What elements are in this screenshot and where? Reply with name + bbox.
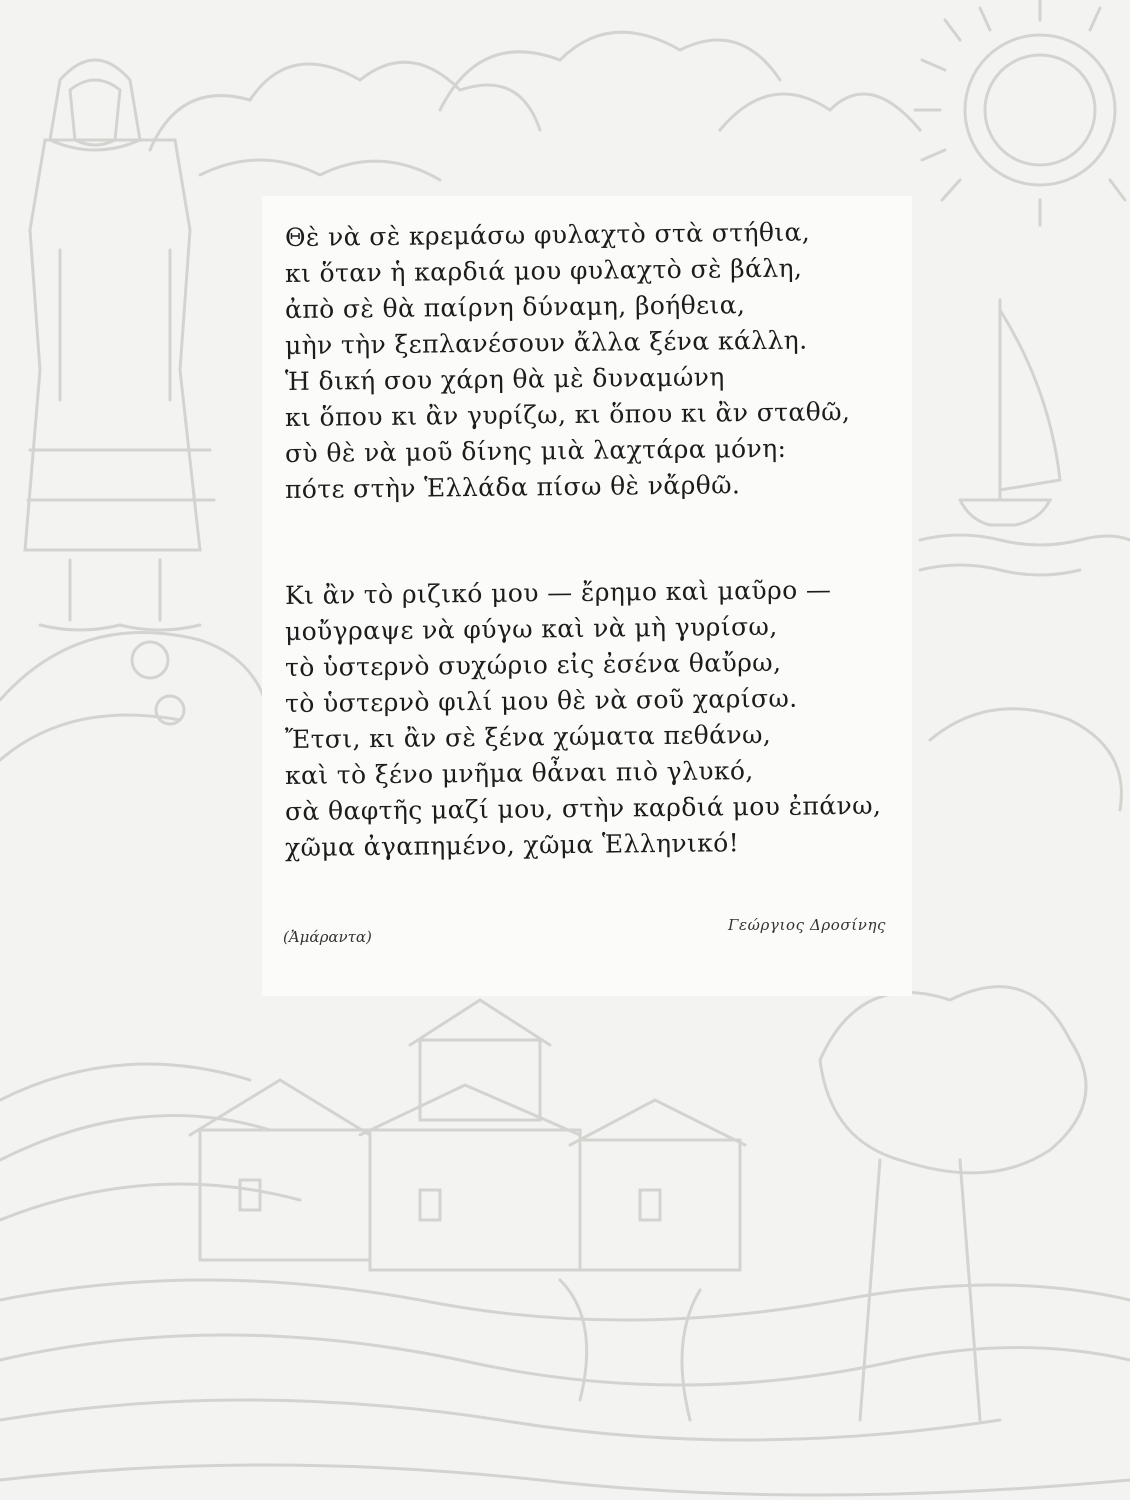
landscape-illustration [0, 1280, 1130, 1495]
sailboat-illustration [920, 300, 1130, 575]
poem-stanza-1 [284, 217, 925, 508]
poem-line: μὴν τὴν ξεπλανέσουν ἄλλα ξένα κάλλη. [284, 325, 808, 360]
poem-line: πότε στὴν Ἑλλάδα πίσω θὲ νἄρθῶ. [284, 470, 741, 504]
poem-line: τὸ ὑστερνὸ συχώριο εἰς ἐσένα θαὔρω, [284, 647, 782, 682]
poem-line: ἀπὸ σὲ θὰ παίρνη δύναμη, βοήθεια, [284, 290, 746, 324]
poem-line: μοὔγραψε νὰ φύγω καὶ νὰ μὴ γυρίσω, [284, 611, 778, 646]
poem-line: καὶ τὸ ξένο μνῆμα θἆναι πιὸ γλυκό, [284, 756, 754, 790]
poem-line: σὺ θὲ νὰ μοῦ δίνης μιὰ λαχτάρα μόνη: [284, 433, 787, 468]
poem-source: (Ἀμάραντα) [283, 928, 372, 946]
village-houses-illustration [190, 1000, 745, 1270]
poem-author: Γεώργιος Δροσίνης [728, 916, 887, 934]
poem-line: κι ὅταν ἡ καρδιά μου φυλαχτὸ σὲ βάλη, [284, 253, 803, 288]
poem-line: Ἡ δική σου χάρη θὰ μὲ δυναμώνη [284, 362, 725, 396]
poem-line: Ἔτσι, κι ἂν σὲ ξένα χώματα πεθάνω, [284, 719, 772, 754]
poem-line: τὸ ὑστερνὸ φιλί μου θὲ νὰ σοῦ χαρίσω. [284, 683, 798, 718]
poem-line: κι ὅπου κι ἂν γυρίζω, κι ὅπου κι ἂν σταθῶ, [284, 397, 851, 432]
hillside-illustration [0, 633, 300, 1221]
woman-figure-illustration [25, 60, 214, 630]
poem-line: Θὲ νὰ σὲ κρεμάσω φυλαχτὸ στὰ στήθια, [284, 217, 811, 252]
sun-illustration [915, 0, 1125, 225]
poem-line: Κι ἂν τὸ ριζικό μου — ἔρημο καὶ μαῦρο — [284, 575, 832, 610]
poem-line: σὰ θαφτῆς μαζί μου, στὴν καρδιά μου ἐπάνω, [284, 790, 882, 826]
poem-line: χῶμα ἀγαπημένο, χῶμα Ἑλληνικό! [284, 828, 740, 862]
poem-stanza-2 [284, 575, 925, 866]
cloud-illustration [150, 32, 920, 180]
